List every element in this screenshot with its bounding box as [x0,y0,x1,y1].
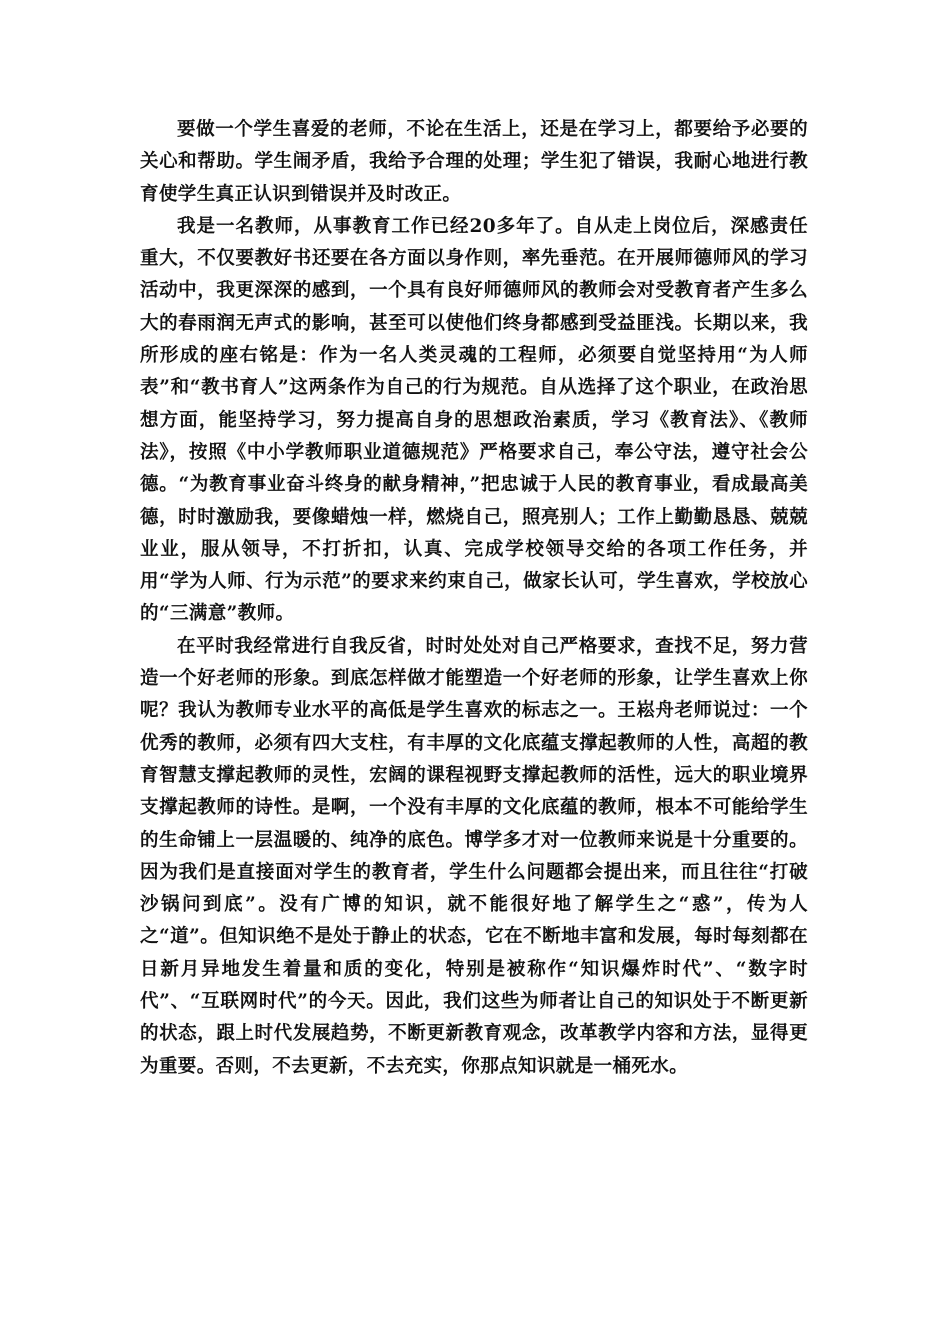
document-page [140,114,808,1083]
paragraph-1: 要做一个学生喜爱的老师，不论在生活上，还是在学习上，都要给予必要的关心和帮助。学生闹矛盾，我给予合理的处理；学生犯了错误，我耐心地进行教育使学生真正认识到错误并及时改正。 [140,119,808,205]
paragraph-3: 在平时我经常进行自我反省，时时处处对自己严格要求，查找不足，努力营造一个好老师的形象。到底怎样做才能塑造一个好老师的形象，让学生喜欢上你呢？我认为教师专业水平的高低是学生喜欢的标志之一。王崧舟老师说过：一个优秀的教师，必须有四大支柱，有丰厚的文化底蕴支撑起教师的人性，高超的教育智慧支撑起教师的灵性，宏阔的课程视野支撑起教师的活性，远大的职业境界支撑起教师的诗性。是啊，一个没有丰厚的文化底蕴的教师，根本不可能给学生的生命铺上一层温暖的、纯净的底色。博学多才对一位教师来说是十分重要的。因为我们是直接面对学生的教育者，学生什么问题都会提出来，而且往往“打破沙锅问到底”。没有广博的知识，就不能很好地了解学生之“惑”，传为人之“道”。但知识绝不是处于静止的状态，它在不断地丰富和发展，每时每刻都在日新月异地发生着量和质的变化，特别是被称作“知识爆炸时代”、“数字时代”、“互联网时代”的今天。因此，我们这些为师者让自己的知识处于不断更新的状态，跟上时代发展趋势，不断更新教育观念，改革教学内容和方法，显得更为重要。否则，不去更新，不去充实，你那点知识就是一桶死水。 [140,635,808,1077]
paragraph-2: 我是一名教师，从事教育工作已经20多年了。自从走上岗位后，深感责任重大，不仅要教好书还要在各方面以身作则，率先垂范。在开展师德师风的学习活动中，我更深深的感到，一个具有良好师德师风的教师会对受教育者产生多么大的春雨润无声式的影响，甚至可以使他们终身都感到受益匪浅。长期以来，我所形成的座右铭是：作为一名人类灵魂的工程师，必须要自觉坚持用“为人师表”和“教书育人”这两条作为自己的行为规范。自从选择了这个职业，在政治思想方面，能坚持学习，努力提高自身的思想政治素质，学习《教育法》、《教师法》，按照《中小学教师职业道德规范》严格要求自己，奉公守法，遵守社会公德。“为教育事业奋斗终身的献身精神，”把忠诚于人民的教育事业，看成最高美德，时时激励我，要像蜡烛一样，燃烧自己，照亮别人；工作上勤勤恳恳、兢兢业业，服从领导，不打折扣，认真、完成学校领导交给的各项工作任务，并用“学为人师、行为示范”的要求来约束自己，做家长认可，学生喜欢，学校放心的“三满意”教师。 [140,215,808,625]
